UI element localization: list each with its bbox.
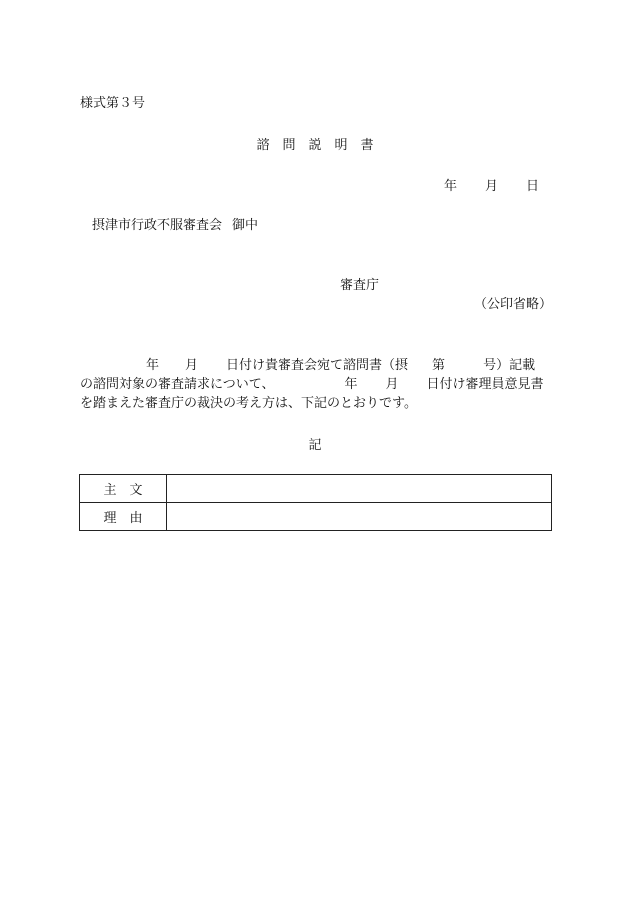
body-year-2: 年 — [344, 377, 358, 392]
body-text-2a: の諮問対象の審査請求について、 — [80, 377, 275, 392]
ki-heading: 記 — [308, 438, 322, 453]
addressee-honorific: 御中 — [232, 218, 259, 233]
body-year-1: 年 — [146, 358, 160, 373]
addressee-name: 摂津市行政不服審査会 — [92, 218, 223, 233]
seal-omitted-note: （公印省略） — [474, 297, 553, 312]
row-label-reason: 理 由 — [80, 503, 167, 531]
date-day: 日 — [526, 179, 540, 194]
body-text-1a: 日付け貴審査会宛て諮問書（摂 — [226, 358, 409, 373]
form-number: 様式第３号 — [80, 96, 146, 111]
body-paragraph — [80, 356, 552, 413]
row-value-reason[interactable] — [167, 503, 552, 531]
body-dai: 第 — [432, 358, 446, 373]
table-row — [80, 503, 552, 531]
review-authority: 審査庁 — [340, 278, 380, 293]
row-value-main-text[interactable] — [167, 475, 552, 503]
document-title: 諮 問 説 明 書 — [256, 138, 374, 153]
body-text-2b: 日付け審理員意見書 — [426, 377, 544, 392]
body-line-2 — [80, 375, 552, 394]
body-month-1: 月 — [185, 358, 199, 373]
addressee — [92, 218, 258, 234]
date-year: 年 — [444, 179, 458, 194]
table-row — [80, 475, 552, 503]
date-month: 月 — [485, 179, 499, 194]
row-label-main-text: 主 文 — [80, 475, 167, 503]
body-line-3: を踏まえた審査庁の裁決の考え方は、下記のとおりです。 — [80, 396, 417, 411]
record-table — [79, 474, 552, 531]
body-text-1b: 号）記載 — [483, 358, 536, 373]
body-line-1 — [80, 356, 552, 375]
body-month-2: 月 — [385, 377, 399, 392]
date-line — [444, 179, 539, 195]
